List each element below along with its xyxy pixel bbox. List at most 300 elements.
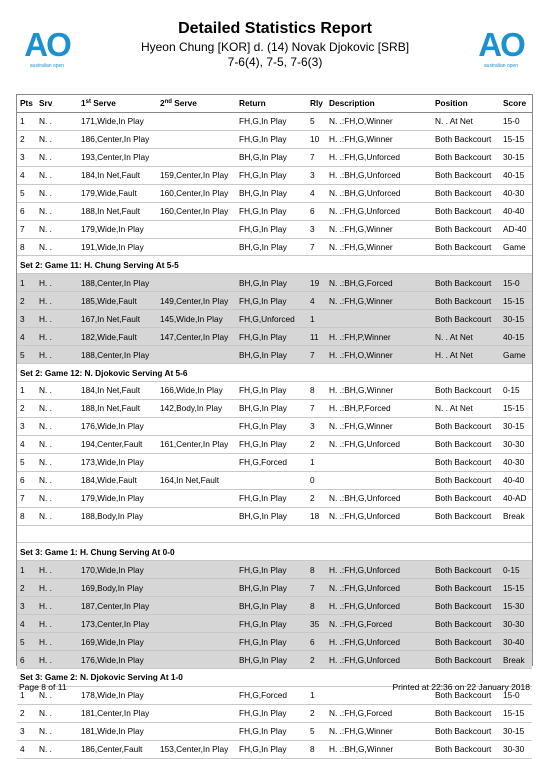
position-cell: Both Backcourt: [432, 310, 500, 328]
rally-length-cell: 2: [307, 704, 326, 722]
position-cell: Both Backcourt: [432, 292, 500, 310]
second-serve-cell: [157, 597, 236, 615]
return-cell: BH,G,In Play: [236, 597, 307, 615]
rally-length-cell: 8: [307, 597, 326, 615]
rally-length-cell: 4: [307, 292, 326, 310]
server-cell: N. .: [36, 220, 78, 238]
return-cell: FH,G,In Play: [236, 382, 307, 400]
score-cell: 30-30: [500, 615, 532, 633]
first-serve-cell: 188,Body,In Play: [78, 507, 157, 525]
return-cell: BH,G,In Play: [236, 399, 307, 417]
score-cell: 40-40: [500, 202, 532, 220]
score-cell: 30-40: [500, 633, 532, 651]
spacer-row: [17, 525, 532, 543]
description-cell: [326, 453, 432, 471]
second-serve-cell: [157, 346, 236, 364]
server-cell: N. .: [36, 238, 78, 256]
description-cell: H. .:FH,P,Winner: [326, 328, 432, 346]
second-serve-cell: [157, 238, 236, 256]
logo-caption: australian open: [29, 63, 65, 69]
return-cell: [236, 471, 307, 489]
position-cell: Both Backcourt: [432, 722, 500, 740]
score-cell: 30-30: [500, 435, 532, 453]
first-serve-cell: 179,Wide,In Play: [78, 220, 157, 238]
first-serve-cell: 173,Wide,In Play: [78, 453, 157, 471]
score-cell: 40-30: [500, 453, 532, 471]
col-header-rly: Rly: [307, 95, 326, 112]
page-number: Page 8 of 11: [19, 682, 67, 692]
rally-length-cell: 35: [307, 615, 326, 633]
second-serve-cell: [157, 417, 236, 435]
first-serve-cell: 179,Wide,In Play: [78, 489, 157, 507]
point-number-cell: 3: [17, 597, 36, 615]
table-row: [17, 184, 532, 202]
first-serve-cell: 179,Wide,Fault: [78, 184, 157, 202]
second-serve-cell: 153,Center,In Play: [157, 740, 236, 758]
table-body: [17, 112, 532, 758]
position-cell: Both Backcourt: [432, 651, 500, 669]
rally-length-cell: 10: [307, 130, 326, 148]
return-cell: BH,G,In Play: [236, 579, 307, 597]
second-serve-cell: [157, 130, 236, 148]
first-serve-cell: 188,Center,In Play: [78, 274, 157, 292]
spacer-cell: [17, 525, 532, 543]
table-row: [17, 166, 532, 184]
second-serve-cell: [157, 633, 236, 651]
point-number-cell: 4: [17, 740, 36, 758]
first-serve-cell: 184,In Net,Fault: [78, 166, 157, 184]
position-cell: Both Backcourt: [432, 471, 500, 489]
return-cell: FH,G,In Play: [236, 130, 307, 148]
table-row: [17, 112, 532, 130]
server-cell: N. .: [36, 740, 78, 758]
point-number-cell: 2: [17, 292, 36, 310]
score-cell: 40-15: [500, 328, 532, 346]
score-cell: 15-0: [500, 686, 532, 704]
rally-length-cell: 1: [307, 310, 326, 328]
server-cell: N. .: [36, 435, 78, 453]
second-serve-cell: [157, 615, 236, 633]
description-cell: N. .:FH,G,Winner: [326, 292, 432, 310]
point-number-cell: 6: [17, 651, 36, 669]
table-row: [17, 382, 532, 400]
rally-length-cell: 5: [307, 722, 326, 740]
table-header-row: [17, 95, 532, 112]
point-number-cell: 5: [17, 453, 36, 471]
first-serve-cell: 173,Center,In Play: [78, 615, 157, 633]
first-serve-cell: 176,Wide,In Play: [78, 651, 157, 669]
second-serve-cell: 160,Center,In Play: [157, 202, 236, 220]
point-number-cell: 4: [17, 328, 36, 346]
score-cell: 15-0: [500, 274, 532, 292]
description-cell: H. .:FH,O,Winner: [326, 346, 432, 364]
report-header: [0, 0, 550, 92]
return-cell: FH,G,In Play: [236, 704, 307, 722]
rally-length-cell: 7: [307, 346, 326, 364]
server-cell: N. .: [36, 453, 78, 471]
position-cell: Both Backcourt: [432, 561, 500, 579]
position-cell: Both Backcourt: [432, 417, 500, 435]
server-cell: H. .: [36, 346, 78, 364]
score-cell: 30-15: [500, 310, 532, 328]
rally-length-cell: 8: [307, 382, 326, 400]
table-row: [17, 292, 532, 310]
game-section-title: Set 3: Game 2: N. Djokovic Serving At 1-0: [17, 669, 532, 687]
table-row: [17, 633, 532, 651]
point-number-cell: 1: [17, 112, 36, 130]
rally-length-cell: 7: [307, 399, 326, 417]
table-row: [17, 453, 532, 471]
server-cell: H. .: [36, 274, 78, 292]
point-number-cell: 3: [17, 310, 36, 328]
rally-length-cell: 7: [307, 238, 326, 256]
server-cell: H. .: [36, 292, 78, 310]
server-cell: N. .: [36, 382, 78, 400]
table-row: [17, 346, 532, 364]
point-number-cell: 5: [17, 633, 36, 651]
first-serve-cell: 187,Center,In Play: [78, 597, 157, 615]
position-cell: Both Backcourt: [432, 507, 500, 525]
first-serve-cell: 184,Wide,Fault: [78, 471, 157, 489]
table-row: [17, 130, 532, 148]
table-row: [17, 704, 532, 722]
table-row: [17, 274, 532, 292]
table-row: [17, 238, 532, 256]
position-cell: Both Backcourt: [432, 202, 500, 220]
return-cell: FH,G,Forced: [236, 686, 307, 704]
description-cell: [326, 471, 432, 489]
return-cell: BH,G,In Play: [236, 238, 307, 256]
point-number-cell: 2: [17, 399, 36, 417]
score-cell: Game: [500, 238, 532, 256]
position-cell: Both Backcourt: [432, 274, 500, 292]
score-cell: AD-40: [500, 220, 532, 238]
second-serve-cell: [157, 579, 236, 597]
rally-length-cell: 8: [307, 740, 326, 758]
col-header-return: Return: [236, 95, 307, 112]
score-cell: Break: [500, 507, 532, 525]
server-cell: N. .: [36, 148, 78, 166]
first-serve-cell: 167,In Net,Fault: [78, 310, 157, 328]
return-cell: FH,G,In Play: [236, 722, 307, 740]
rally-length-cell: 3: [307, 166, 326, 184]
first-serve-cell: 185,Wide,Fault: [78, 292, 157, 310]
point-number-cell: 8: [17, 238, 36, 256]
point-number-cell: 3: [17, 148, 36, 166]
rally-length-cell: 6: [307, 202, 326, 220]
rally-length-cell: 7: [307, 579, 326, 597]
score-cell: 15-15: [500, 399, 532, 417]
return-cell: BH,G,In Play: [236, 346, 307, 364]
logo-mark: AO: [478, 26, 524, 63]
rally-length-cell: 18: [307, 507, 326, 525]
score-cell: Game: [500, 346, 532, 364]
point-number-cell: 3: [17, 417, 36, 435]
position-cell: Both Backcourt: [432, 633, 500, 651]
return-cell: FH,G,In Play: [236, 220, 307, 238]
server-cell: H. .: [36, 310, 78, 328]
server-cell: H. .: [36, 579, 78, 597]
second-serve-cell: [157, 722, 236, 740]
table-row: [17, 561, 532, 579]
server-cell: N. .: [36, 399, 78, 417]
position-cell: N. . At Net: [432, 328, 500, 346]
description-cell: H. .:FH,G,Unforced: [326, 651, 432, 669]
table-row: [17, 417, 532, 435]
description-cell: H. .:FH,G,Winner: [326, 130, 432, 148]
first-serve-cell: 194,Center,Fault: [78, 435, 157, 453]
second-serve-cell: 160,Center,In Play: [157, 184, 236, 202]
game-section-title: Set 2: Game 11: H. Chung Serving At 5-5: [17, 256, 532, 274]
description-cell: N. .:FH,G,Winner: [326, 238, 432, 256]
description-cell: N. .:FH,G,Unforced: [326, 202, 432, 220]
server-cell: N. .: [36, 489, 78, 507]
match-line: Hyeon Chung [KOR] d. (14) Novak Djokovic [SRB]: [140, 40, 410, 54]
return-cell: FH,G,In Play: [236, 740, 307, 758]
first-serve-cell: 182,Wide,Fault: [78, 328, 157, 346]
table-row: [17, 597, 532, 615]
return-cell: FH,G,In Play: [236, 292, 307, 310]
description-cell: H. .:BH,G,Winner: [326, 382, 432, 400]
score-cell: 40-40: [500, 471, 532, 489]
return-cell: BH,G,In Play: [236, 507, 307, 525]
second-serve-cell: [157, 507, 236, 525]
rally-length-cell: 7: [307, 148, 326, 166]
score-cell: 40-30: [500, 184, 532, 202]
table-row: [17, 202, 532, 220]
second-serve-cell: [157, 686, 236, 704]
second-serve-cell: 161,Center,In Play: [157, 435, 236, 453]
rally-length-cell: 11: [307, 328, 326, 346]
server-cell: H. .: [36, 615, 78, 633]
server-cell: N. .: [36, 507, 78, 525]
position-cell: Both Backcourt: [432, 435, 500, 453]
rally-length-cell: 5: [307, 112, 326, 130]
second-serve-cell: [157, 274, 236, 292]
description-cell: H. .:FH,G,Unforced: [326, 633, 432, 651]
table-row: [17, 651, 532, 669]
table-row: [17, 399, 532, 417]
first-serve-cell: 193,Center,In Play: [78, 148, 157, 166]
table-row: [17, 507, 532, 525]
server-cell: N. .: [36, 184, 78, 202]
score-cell: 30-30: [500, 740, 532, 758]
return-cell: FH,G,In Play: [236, 112, 307, 130]
description-cell: N. .:BH,G,Forced: [326, 274, 432, 292]
table-row: [17, 328, 532, 346]
report-title: Detailed Statistics Report: [178, 20, 372, 37]
first-serve-cell: 181,Wide,In Play: [78, 722, 157, 740]
first-serve-cell: 169,Wide,In Play: [78, 633, 157, 651]
description-cell: H. .:BH,G,Unforced: [326, 166, 432, 184]
first-serve-cell: 184,In Net,Fault: [78, 382, 157, 400]
first-serve-cell: 181,Center,In Play: [78, 704, 157, 722]
position-cell: H. . At Net: [432, 346, 500, 364]
col-header-score: Score: [500, 95, 532, 112]
position-cell: Both Backcourt: [432, 453, 500, 471]
second-serve-cell: [157, 220, 236, 238]
logo-caption: australian open: [483, 63, 519, 69]
return-cell: FH,G,In Play: [236, 202, 307, 220]
description-cell: N. .:FH,G,Forced: [326, 704, 432, 722]
match-score: 7-6(4), 7-5, 7-6(3): [227, 55, 323, 69]
second-serve-cell: [157, 453, 236, 471]
point-number-cell: 6: [17, 471, 36, 489]
point-number-cell: 4: [17, 166, 36, 184]
description-cell: N. .:BH,G,Unforced: [326, 489, 432, 507]
server-cell: H. .: [36, 597, 78, 615]
return-cell: FH,G,In Play: [236, 166, 307, 184]
score-cell: 15-0: [500, 112, 532, 130]
score-cell: 15-15: [500, 579, 532, 597]
point-number-cell: 3: [17, 722, 36, 740]
return-cell: FH,G,In Play: [236, 489, 307, 507]
first-serve-cell: 186,Center,In Play: [78, 130, 157, 148]
server-cell: N. .: [36, 722, 78, 740]
score-cell: 0-15: [500, 382, 532, 400]
position-cell: Both Backcourt: [432, 166, 500, 184]
point-number-cell: 2: [17, 579, 36, 597]
return-cell: BH,G,In Play: [236, 651, 307, 669]
rally-length-cell: 0: [307, 471, 326, 489]
first-serve-cell: 171,Wide,In Play: [78, 112, 157, 130]
second-serve-cell: 147,Center,In Play: [157, 328, 236, 346]
rally-length-cell: 6: [307, 633, 326, 651]
return-cell: FH,G,Forced: [236, 453, 307, 471]
return-cell: FH,G,In Play: [236, 561, 307, 579]
description-cell: [326, 310, 432, 328]
rally-length-cell: 2: [307, 651, 326, 669]
second-serve-cell: [157, 704, 236, 722]
server-cell: N. .: [36, 112, 78, 130]
description-cell: N. .:FH,G,Unforced: [326, 507, 432, 525]
score-cell: 0-15: [500, 561, 532, 579]
return-cell: BH,G,In Play: [236, 184, 307, 202]
score-cell: 30-15: [500, 722, 532, 740]
first-serve-cell: 178,Wide,In Play: [78, 686, 157, 704]
game-section-header: [17, 256, 532, 274]
col-header-position: Position: [432, 95, 500, 112]
table-row: [17, 220, 532, 238]
second-serve-cell: [157, 561, 236, 579]
table-row: [17, 615, 532, 633]
description-cell: H. .:FH,G,Unforced: [326, 597, 432, 615]
score-cell: Break: [500, 651, 532, 669]
second-serve-cell: [157, 489, 236, 507]
return-cell: FH,G,In Play: [236, 615, 307, 633]
first-serve-cell: 191,Wide,In Play: [78, 238, 157, 256]
position-cell: Both Backcourt: [432, 184, 500, 202]
statistics-table: [17, 95, 532, 759]
game-section-title: Set 2: Game 12: N. Djokovic Serving At 5-6: [17, 364, 532, 382]
server-cell: H. .: [36, 651, 78, 669]
position-cell: Both Backcourt: [432, 704, 500, 722]
score-cell: 15-15: [500, 292, 532, 310]
server-cell: N. .: [36, 166, 78, 184]
second-serve-cell: [157, 112, 236, 130]
rally-length-cell: 8: [307, 561, 326, 579]
second-serve-cell: 142,Body,In Play: [157, 399, 236, 417]
score-cell: 15-15: [500, 130, 532, 148]
game-section-header: [17, 364, 532, 382]
rally-length-cell: 3: [307, 220, 326, 238]
position-cell: Both Backcourt: [432, 220, 500, 238]
first-serve-cell: 188,In Net,Fault: [78, 202, 157, 220]
point-number-cell: 1: [17, 382, 36, 400]
description-cell: N. .:FH,O,Winner: [326, 112, 432, 130]
col-header-pts: Pts: [17, 95, 36, 112]
first-serve-cell: 188,Center,In Play: [78, 346, 157, 364]
description-cell: H. .:FH,G,Unforced: [326, 561, 432, 579]
score-cell: 30-15: [500, 148, 532, 166]
position-cell: Both Backcourt: [432, 130, 500, 148]
point-number-cell: 4: [17, 435, 36, 453]
rally-length-cell: 1: [307, 453, 326, 471]
server-cell: H. .: [36, 633, 78, 651]
col-header-srv: Srv: [36, 95, 78, 112]
second-serve-cell: [157, 148, 236, 166]
table-row: [17, 722, 532, 740]
second-serve-cell: 149,Center,In Play: [157, 292, 236, 310]
rally-length-cell: 2: [307, 489, 326, 507]
return-cell: FH,G,In Play: [236, 633, 307, 651]
point-number-cell: 1: [17, 274, 36, 292]
australian-open-logo-right: [470, 28, 532, 72]
point-number-cell: 6: [17, 202, 36, 220]
return-cell: BH,G,In Play: [236, 148, 307, 166]
server-cell: N. .: [36, 471, 78, 489]
return-cell: FH,G,In Play: [236, 417, 307, 435]
point-number-cell: 2: [17, 130, 36, 148]
rally-length-cell: 2: [307, 435, 326, 453]
position-cell: Both Backcourt: [432, 382, 500, 400]
rally-length-cell: 1: [307, 686, 326, 704]
game-section-header: [17, 543, 532, 561]
description-cell: H. .:FH,G,Unforced: [326, 148, 432, 166]
server-cell: N. .: [36, 704, 78, 722]
point-number-cell: 7: [17, 489, 36, 507]
table-row: [17, 740, 532, 758]
position-cell: Both Backcourt: [432, 238, 500, 256]
game-section-title: Set 3: Game 1: H. Chung Serving At 0-0: [17, 543, 532, 561]
description-cell: N. .:FH,G,Winner: [326, 417, 432, 435]
point-number-cell: 5: [17, 346, 36, 364]
rally-length-cell: 3: [307, 417, 326, 435]
second-serve-cell: [157, 651, 236, 669]
table-row: [17, 310, 532, 328]
first-serve-cell: 170,Wide,In Play: [78, 561, 157, 579]
return-cell: BH,G,In Play: [236, 274, 307, 292]
col-header-first-serve: 1st Serve: [78, 95, 157, 112]
position-cell: Both Backcourt: [432, 489, 500, 507]
position-cell: N. . At Net: [432, 112, 500, 130]
description-cell: N. .:FH,G,Winner: [326, 220, 432, 238]
server-cell: N. .: [36, 417, 78, 435]
point-number-cell: 8: [17, 507, 36, 525]
description-cell: N. .:FH,G,Forced: [326, 615, 432, 633]
score-cell: 40-AD: [500, 489, 532, 507]
point-number-cell: 1: [17, 686, 36, 704]
description-cell: N. .:FH,G,Unforced: [326, 435, 432, 453]
position-cell: Both Backcourt: [432, 579, 500, 597]
logo-mark: AO: [24, 26, 70, 63]
point-number-cell: 5: [17, 184, 36, 202]
return-cell: FH,G,In Play: [236, 435, 307, 453]
col-header-second-serve: 2nd Serve: [157, 95, 236, 112]
table-row: [17, 435, 532, 453]
point-number-cell: 1: [17, 561, 36, 579]
second-serve-cell: 166,Wide,In Play: [157, 382, 236, 400]
